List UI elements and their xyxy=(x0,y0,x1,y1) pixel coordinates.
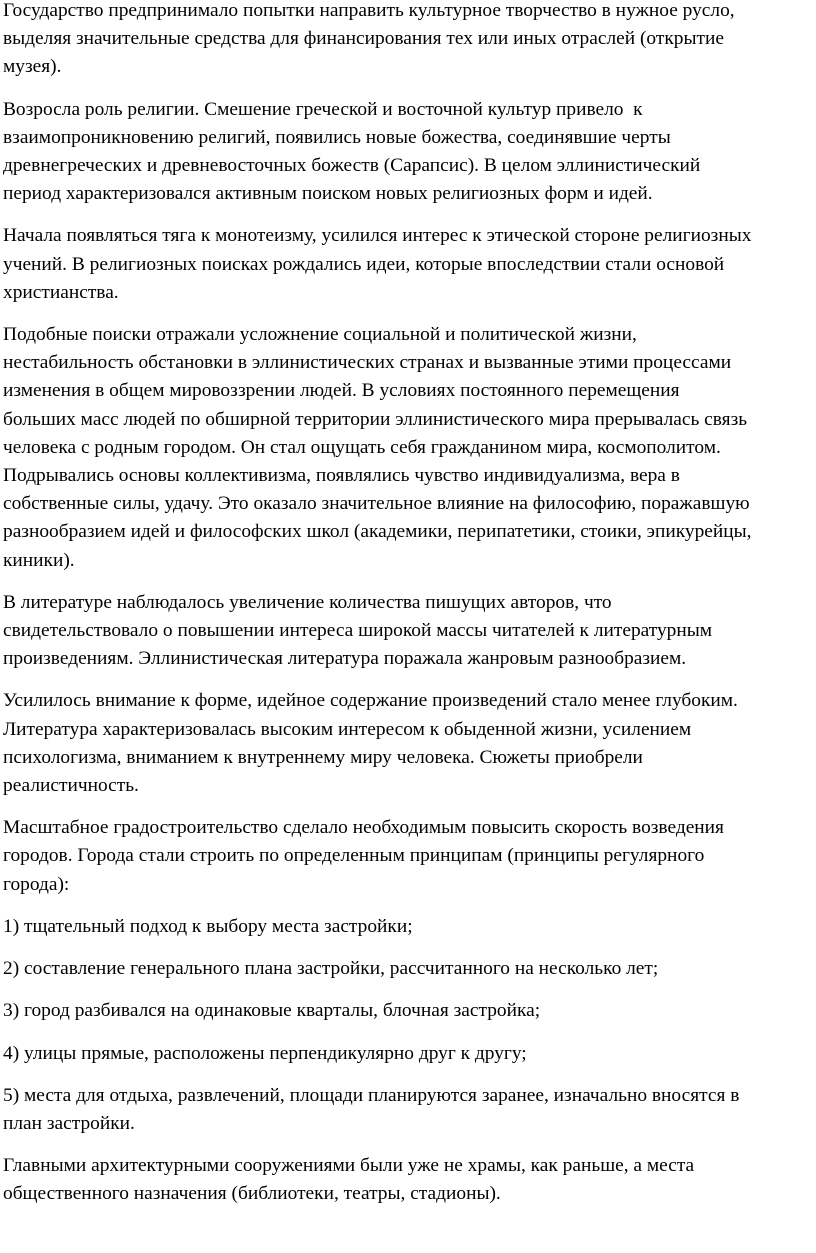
paragraph-state-culture: Государство предпринимало попытки направить культурное творчество в нужное русло, выделяя значительные средства для финансирования тех или иных отраслей (открытие музея). xyxy=(3,0,735,78)
list-item-straight-streets: 4) улицы прямые, расположены перпендикулярно друг к другу; xyxy=(3,1042,527,1064)
paragraph-architecture: Главными архитектурными сооружениями были уже не храмы, как раньше, а места общественного назначения (библиотеки, театры, стадионы). xyxy=(3,1155,695,1205)
paragraph-social-changes: Подобные поиски отражали усложнение социальной и политической жизни, нестабильность обстановки в эллинистических странах и вызванные этими процессами изменения в общем мировоззрении людей. В условиях постоянного перемещения больших масс людей по обширной территории эллинистического мира прерывалась связь человека с родным городом. Он стал ощущать себя гражданином мира, космополитом. Подрывались основы коллективизма, появлялись чувство индивидуализма, вера в собственные силы, удачу. Это оказало значительное влияние на философию, поражавшую разнообразием идей и философских школ (академики, перипатетики, стоики, эпикурейцы, киники). xyxy=(3,324,752,571)
list-item-block-layout: 3) город разбивался на одинаковые кварталы, блочная застройка; xyxy=(3,1000,541,1022)
list-item-general-plan: 2) составление генерального плана застройки, рассчитанного на несколько лет; xyxy=(3,958,659,980)
list-item-site-selection: 1) тщательный подход к выбору места застройки; xyxy=(3,915,413,937)
paragraph-religion-role: Возросла роль религии. Смешение греческой и восточной культур привело к взаимопроникновению религий, появились новые божества, соединявшие черты древнегреческих и древневосточных божеств (Сарапсис). В целом эллинистический период характеризовался активным поиском новых религиозных форм и идей. xyxy=(3,98,701,205)
paragraph-monotheism: Начала появляться тяга к монотеизму, усилился интерес к этической стороне религиозных учений. В религиозных поисках рождались идеи, которые впоследствии стали основой христианства. xyxy=(3,225,752,303)
paragraph-literature-authors: В литературе наблюдалось увеличение количества пишущих авторов, что свидетельствовало о повышении интереса широкой массы читателей к литературным произведениям. Эллинистическая литература поражала жанровым разнообразием. xyxy=(3,591,713,670)
paragraph-literature-form: Усилилось внимание к форме, идейное содержание произведений стало менее глубоким. Литература характеризовалась высоким интересом к обыденной жизни, усилением психологизма, вниманием к внутреннему миру человека. Сюжеты приобрели реалистичность. xyxy=(3,690,738,797)
list-item-public-spaces: 5) места для отдыха, развлечений, площади планируются заранее, изначально вносятся в план застройки. xyxy=(3,1084,740,1134)
paragraph-urban-planning: Масштабное градостроительство сделало необходимым повысить скорость возведения городов. Города стали строить по определенным принципам (принципы регулярного города): xyxy=(3,817,724,895)
